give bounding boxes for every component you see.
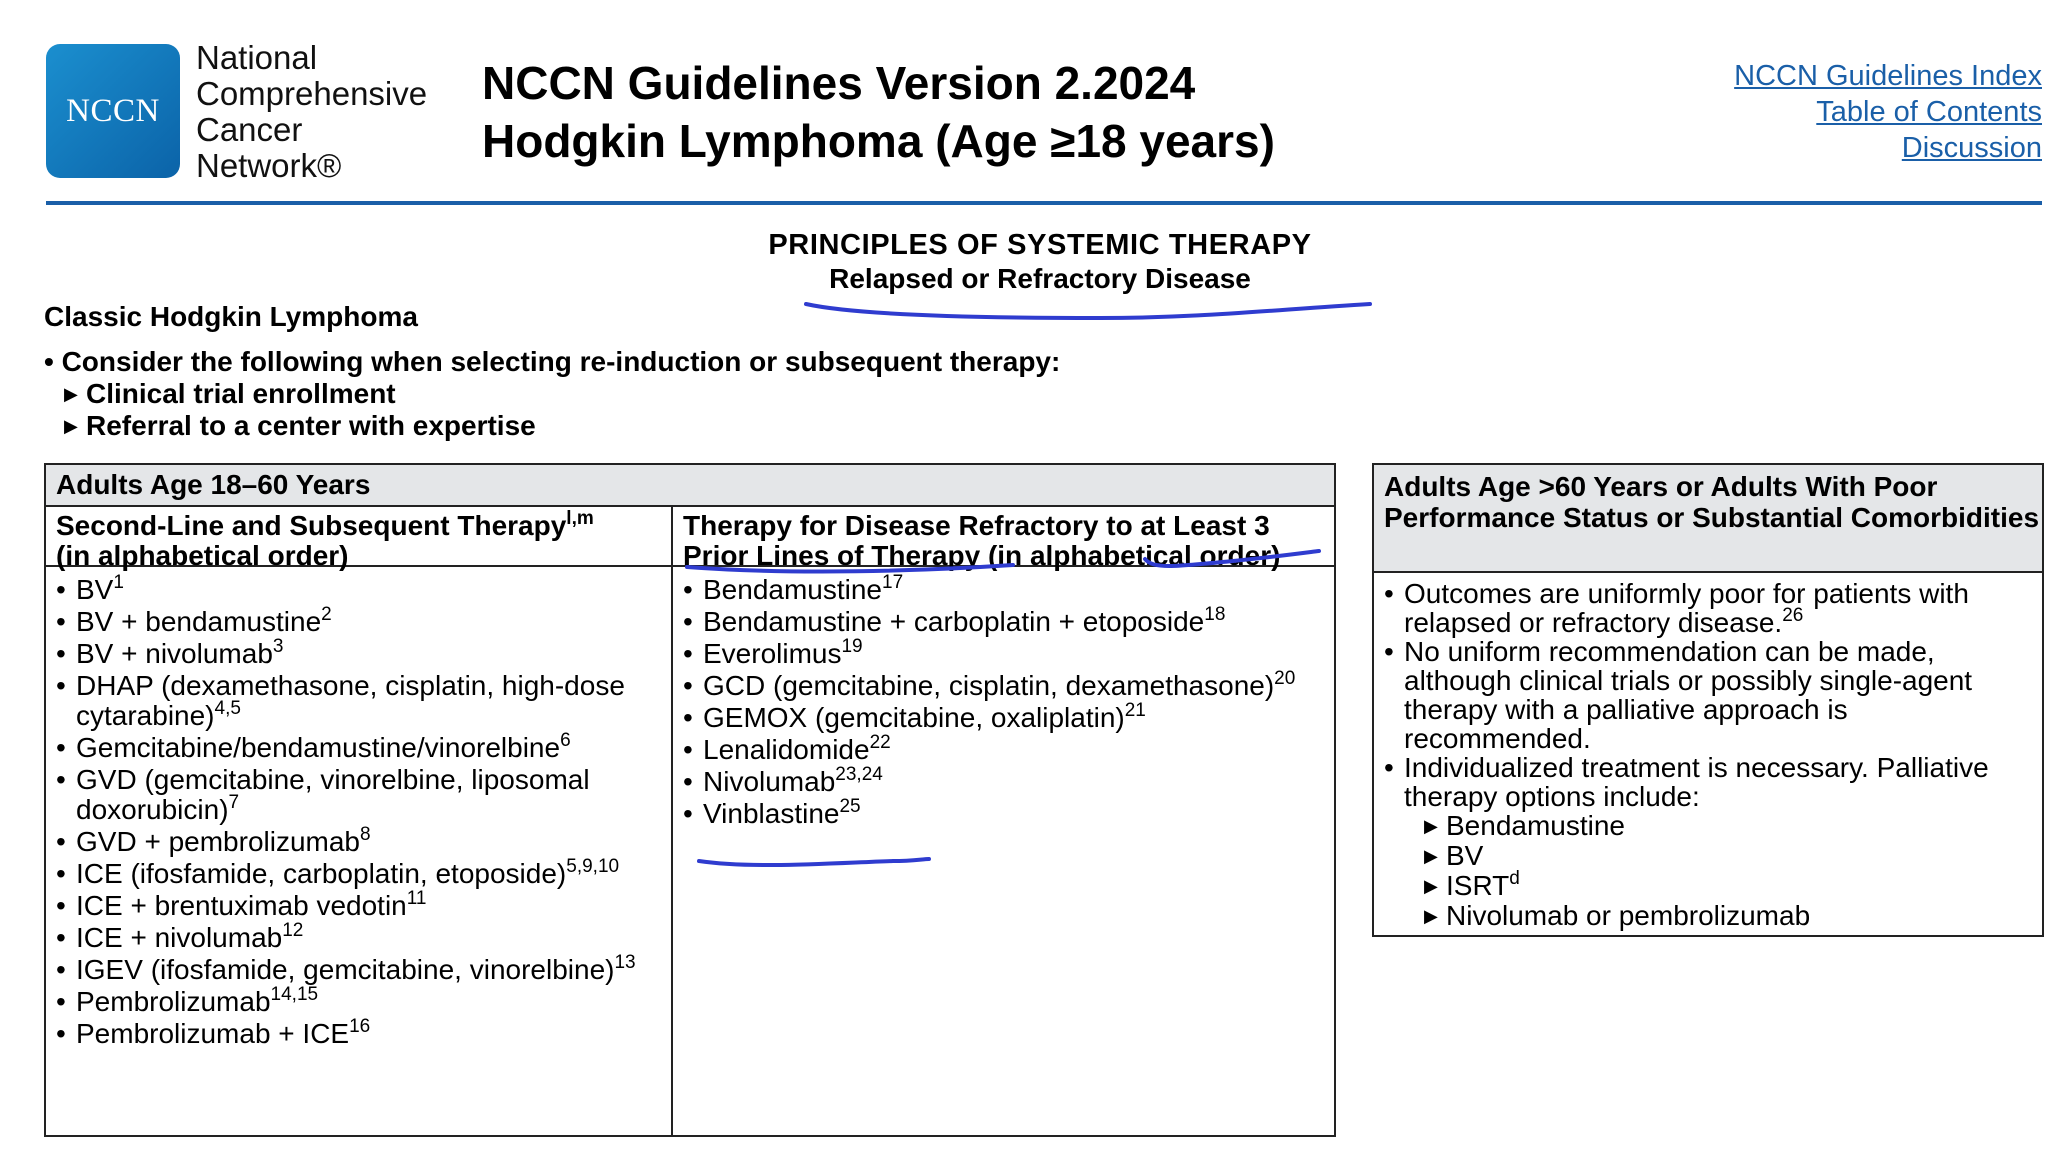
therapy-item: • Lenalidomide$^{22}$: [683, 735, 1334, 765]
triangle-right-icon: ▶: [64, 416, 78, 436]
table-header: Adults Age >60 Years or Adults With Poor Performance Status or Substantial Comorbidities: [1374, 465, 2042, 573]
triangle-right-icon: ▶: [1424, 846, 1438, 866]
therapy-item: • Everolimus$^{19}$: [683, 639, 1334, 669]
adults-over-60-table: [1372, 463, 2044, 937]
therapy-item: • Bendamustine$^{17}$: [683, 575, 1334, 605]
therapy-item: • Bendamustine + carboplatin + etoposide$^{18}$: [683, 607, 1334, 637]
therapy-item: • Gemcitabine/bendamustine/vinorelbine$^6$: [56, 733, 671, 763]
discussion-link[interactable]: Discussion: [1901, 132, 2042, 164]
consider-text: • Consider the following when selecting re-induction or subsequent therapy:: [44, 346, 1061, 377]
title-disease: Hodgkin Lymphoma (Age ≥18 years): [482, 115, 1275, 167]
section-subtitle: Relapsed or Refractory Disease: [829, 263, 1251, 294]
guidance-item: • Outcomes are uniformly poor for patients with relapsed or refractory disease.$^{26}$: [1384, 579, 2032, 637]
therapy-item: • ICE (ifosfamide, carboplatin, etoposide)$^{5,9,10}$: [56, 859, 671, 889]
therapy-item: • GEMOX (gemcitabine, oxaliplatin)$^{21}$: [683, 703, 1334, 733]
org-line: Network®: [196, 147, 342, 184]
column-header-refractory: Therapy for Disease Refractory to at Least 3 Prior Lines of Therapy (in alphabetical order): [673, 507, 1334, 567]
therapy-item: • GVD + pembrolizumab$^8$: [56, 827, 671, 857]
title-version: NCCN Guidelines Version 2.2024: [482, 57, 1196, 109]
consider-item: ▶ Referral to a center with expertise: [64, 410, 536, 441]
org-line: Cancer: [196, 111, 303, 148]
therapy-item: • BV + nivolumab$^3$: [56, 639, 671, 669]
palliative-option: ▶ ISRT$^d$: [1424, 868, 1520, 901]
org-line: Comprehensive: [196, 75, 428, 112]
column-header-second-line: Second-Line and Subsequent Therapy$^{l,m}$ (in alphabetical order): [46, 507, 673, 567]
subtitle-underline-annotation: [800, 292, 1380, 332]
therapy-item: • Vinblastine$^{25}$: [683, 799, 1334, 829]
consider-item: ▶ Clinical trial enrollment: [64, 378, 396, 409]
therapy-item: • IGEV (ifosfamide, gemcitabine, vinorelbine)$^{13}$: [56, 955, 671, 985]
header-links: [1734, 58, 2042, 166]
older-adults-guidance: [1374, 573, 2042, 931]
section-title: PRINCIPLES OF SYSTEMIC THERAPY: [768, 229, 1312, 261]
therapy-item: • Nivolumab$^{23,24}$: [683, 767, 1334, 797]
palliative-option: ▶ Nivolumab or pembrolizumab: [1424, 900, 1811, 931]
lenalidomide-underline-annotation: [673, 815, 1334, 885]
therapy-item: • BV + bendamustine$^2$: [56, 607, 671, 637]
guidance-item: • Individualized treatment is necessary. Palliative therapy options include: ▶ Bendamustine ▶ BV ▶ ISRT$^d$ ▶ Nivolumab or pembrolizumab: [1384, 753, 2032, 931]
organization-name: [196, 40, 427, 184]
triangle-right-icon: ▶: [1424, 876, 1438, 896]
header-divider: [46, 201, 2042, 205]
triangle-right-icon: ▶: [1424, 906, 1438, 926]
palliative-option: ▶ BV: [1424, 840, 1484, 871]
table-of-contents-link[interactable]: Table of Contents: [1816, 96, 2042, 128]
adults-18-60-table: [44, 463, 1336, 1137]
classic-hodgkin-heading: Classic Hodgkin Lymphoma: [44, 301, 418, 332]
logo-text: NCCN: [66, 92, 160, 129]
triangle-right-icon: ▶: [64, 384, 78, 404]
org-line: National: [196, 39, 318, 76]
therapy-item: • ICE + nivolumab$^{12}$: [56, 923, 671, 953]
nccn-logo: [46, 44, 180, 178]
triangle-right-icon: ▶: [1424, 816, 1438, 836]
table-header: Adults Age 18–60 Years: [46, 465, 1334, 507]
therapy-item: • ICE + brentuximab vedotin$^{11}$: [56, 891, 671, 921]
therapy-item: • $BV^1$: [56, 575, 671, 605]
second-line-therapy-list: [46, 567, 673, 1135]
therapy-item: • GVD (gemcitabine, vinorelbine, liposomal doxorubicin)$^7$: [56, 765, 671, 825]
therapy-item: • GCD (gemcitabine, cisplatin, dexamethasone)$^{20}$: [683, 671, 1334, 701]
palliative-option: ▶ Bendamustine: [1424, 810, 1626, 841]
therapy-item: • Pembrolizumab$^{14,15}$: [56, 987, 671, 1017]
guidelines-index-link[interactable]: NCCN Guidelines Index: [1734, 60, 2042, 92]
consider-list: [44, 346, 1060, 442]
page-title: [482, 54, 1275, 170]
therapy-item: • Pembrolizumab + $ICE^{16}$: [56, 1019, 671, 1049]
header-underline-annotation: [673, 507, 1334, 587]
therapy-item: • DHAP (dexamethasone, cisplatin, high-dose cytarabine)$^{4,5}$: [56, 671, 671, 731]
guidance-item: • No uniform recommendation can be made, although clinical trials or possibly single-agent therapy with a palliative approach is recommended.: [1384, 637, 2032, 753]
